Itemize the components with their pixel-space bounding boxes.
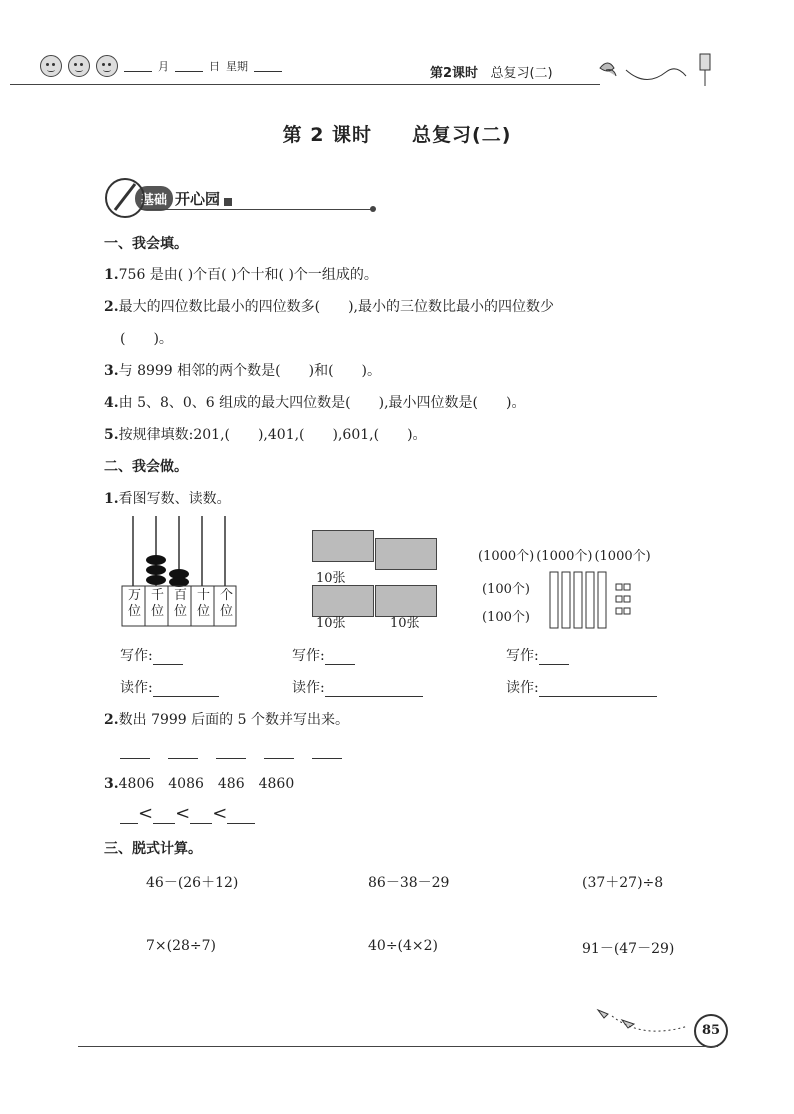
lt-sign: <	[138, 803, 154, 824]
weekday-blank[interactable]	[254, 61, 282, 72]
write-label: 写作:	[120, 648, 153, 664]
abacus-labels	[123, 588, 238, 620]
q2-2	[104, 709, 349, 729]
header-rule	[10, 84, 600, 85]
q-text: 按规律填数:201,( ),401,( ),601,( )。	[118, 427, 427, 443]
q-text: 数出 7999 后面的 5 个数并写出来。	[118, 712, 349, 728]
block-label: (1000个)	[594, 549, 651, 564]
abacus-label: 百 位	[173, 588, 187, 619]
lesson-title: 总复习(二)	[490, 66, 553, 81]
page-number: 85	[694, 1014, 728, 1048]
compare-blank[interactable]	[120, 809, 138, 824]
weekday-label: 星期	[226, 60, 248, 73]
expr: 91－(47－29)	[582, 941, 675, 957]
banknote-image	[375, 538, 437, 570]
answer-blank[interactable]	[120, 744, 150, 759]
write-blank[interactable]	[153, 650, 183, 665]
month-label: 月	[158, 60, 169, 73]
read-blank[interactable]	[325, 682, 423, 697]
read-blank[interactable]	[539, 682, 657, 697]
sad-face-icon	[96, 55, 118, 77]
compare-row	[120, 803, 255, 824]
q-num: 3.	[104, 363, 119, 379]
banknote-100-image	[312, 530, 374, 562]
money-count: 10张	[316, 616, 346, 631]
footer-rule	[78, 1046, 718, 1047]
part1-heading: 一、我会填。	[104, 236, 188, 252]
q-num: 5.	[104, 427, 119, 443]
expr: 86－38－29	[368, 875, 450, 891]
q2-3	[104, 773, 294, 793]
block-label: (100个)	[482, 582, 530, 597]
q1-5	[104, 424, 427, 444]
brush-icon	[105, 178, 145, 218]
q1-2-cont: ( )。	[120, 331, 173, 347]
expr: 40÷(4×2)	[368, 938, 439, 954]
neutral-face-icon	[68, 55, 90, 77]
lt-sign: <	[175, 803, 191, 824]
q-text: 4806 4086 486 4860	[118, 776, 295, 792]
answer-blanks	[120, 744, 342, 759]
abacus-label: 千 位	[150, 588, 164, 619]
write-label: 写作:	[292, 648, 325, 664]
expr: (37＋27)÷8	[582, 875, 664, 891]
section-title: 开心园	[175, 189, 221, 208]
read-label: 读作:	[292, 680, 325, 696]
lt-sign: <	[212, 803, 228, 824]
answer-blank[interactable]	[312, 744, 342, 759]
q-text: 最大的四位数比最小的四位数多( ),最小的三位数比最小的四位数少	[118, 299, 554, 315]
block-label: (1000个)	[478, 549, 535, 564]
read-label: 读作:	[506, 680, 539, 696]
header-lesson	[430, 62, 553, 81]
q2-1	[104, 488, 231, 508]
money-count: 10张	[316, 571, 346, 586]
header-date	[40, 55, 282, 77]
read-row-2	[292, 677, 423, 697]
thousand-blocks	[478, 545, 651, 564]
expr: 46－(26＋12)	[146, 875, 239, 891]
bird-decoration-icon	[592, 1000, 692, 1036]
read-row-1	[120, 677, 219, 697]
q-num: 1.	[104, 267, 119, 283]
abacus-label: 万 位	[127, 588, 141, 619]
read-blank[interactable]	[153, 682, 219, 697]
q1-2	[104, 296, 554, 316]
month-blank[interactable]	[124, 61, 152, 72]
answer-blank[interactable]	[264, 744, 294, 759]
compare-blank[interactable]	[190, 809, 212, 824]
write-label: 写作:	[506, 648, 539, 664]
lesson-label: 第2课时	[430, 66, 479, 81]
day-blank[interactable]	[175, 61, 203, 72]
q-num: 1.	[104, 491, 119, 507]
money-count: 10张	[390, 616, 420, 631]
write-blank[interactable]	[539, 650, 569, 665]
q-num: 2.	[104, 712, 119, 728]
block-label: (100个)	[482, 610, 530, 625]
part2-heading: 二、我会做。	[104, 459, 188, 475]
answer-blank[interactable]	[168, 744, 198, 759]
section-badge: 基础	[135, 186, 173, 211]
q-num: 2.	[104, 299, 119, 315]
q-num: 4.	[104, 395, 119, 411]
write-blank[interactable]	[325, 650, 355, 665]
q1-4	[104, 392, 525, 412]
day-label: 日	[209, 60, 220, 73]
butterfly-lamp-icon	[596, 48, 726, 88]
section-banner	[105, 178, 232, 218]
write-row-3	[506, 645, 569, 665]
q1-1	[104, 264, 378, 284]
write-row-2	[292, 645, 355, 665]
answer-blank[interactable]	[216, 744, 246, 759]
section-rule	[140, 209, 372, 210]
section-dot	[370, 206, 376, 212]
page-title: 第 2 课时 总复习(二)	[282, 124, 512, 146]
smile-face-icon	[40, 55, 62, 77]
part3-heading: 三、脱式计算。	[104, 841, 202, 857]
hundred-rods-figure	[548, 570, 638, 630]
block-label: (1000个)	[536, 549, 593, 564]
q-num: 3.	[104, 776, 119, 792]
q-text: 由 5、8、0、6 组成的最大四位数是( ),最小四位数是( )。	[118, 395, 526, 411]
abacus-label: 个 位	[219, 588, 233, 619]
expr: 7×(28÷7)	[146, 938, 217, 954]
q-text: 与 8999 相邻的两个数是( )和( )。	[118, 363, 382, 379]
compare-blank[interactable]	[227, 809, 255, 824]
write-row-1	[120, 645, 183, 665]
read-row-3	[506, 677, 657, 697]
squares-icon	[224, 198, 232, 206]
q-text: 看图写数、读数。	[118, 491, 231, 507]
compare-blank[interactable]	[153, 809, 175, 824]
q1-3	[104, 360, 381, 380]
read-label: 读作:	[120, 680, 153, 696]
q-text: 756 是由( )个百( )个十和( )个一组成的。	[118, 267, 378, 283]
abacus-label: 十 位	[196, 588, 210, 619]
